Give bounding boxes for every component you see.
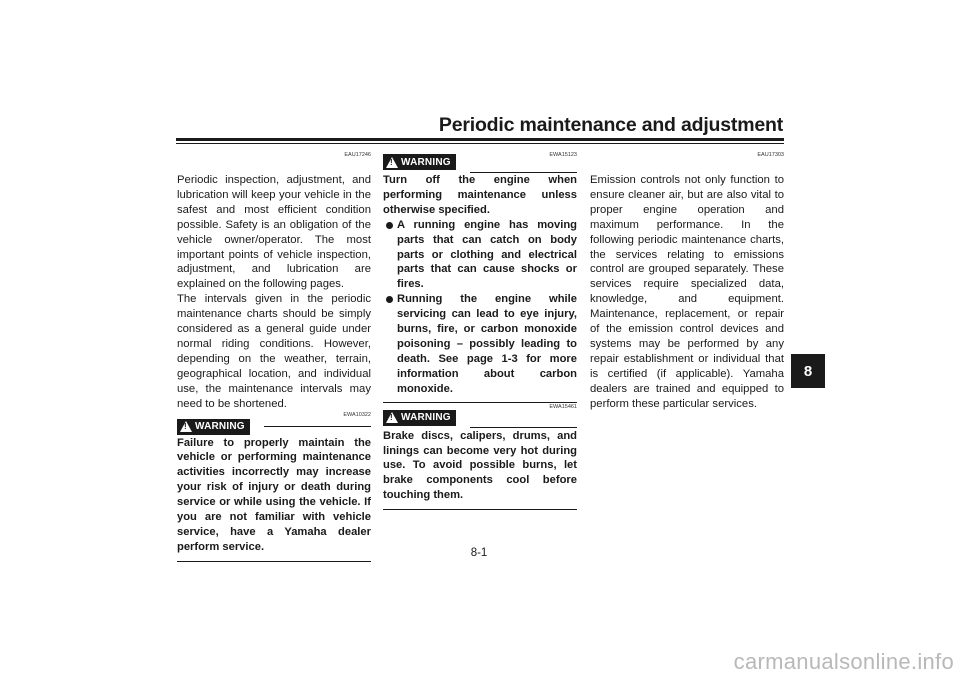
title-rule: [176, 138, 784, 141]
warning-block: [383, 403, 577, 511]
column-3: [590, 150, 784, 412]
section-code: EAU17246: [344, 152, 371, 158]
column-1: [177, 150, 371, 562]
title-rule-thin: [176, 143, 784, 144]
page-number: 8-1: [470, 547, 488, 559]
warning-end-rule: [177, 561, 371, 562]
list-item: Running the engine while servicing can lead to eye injury, burns, fire, or carbon monoxide poisoning – possibly leading to death. See page 1-3 for more information about carbon monoxide.: [383, 292, 577, 396]
warning-end-rule: [383, 509, 577, 510]
warning-badge: [383, 154, 456, 170]
column-2: [383, 150, 577, 510]
section-code: EAU17303: [757, 152, 784, 158]
list-item: A running engine has moving parts that can catch on body parts or clothing and electrical parts that can cause shocks or fires.: [383, 218, 577, 293]
bullet-icon: [386, 222, 393, 229]
warning-badge: [383, 410, 456, 426]
warning-code: EWA15123: [549, 152, 577, 158]
watermark: carmanualsonline.info: [733, 649, 954, 674]
warning-bullet-list: [383, 218, 577, 397]
warning-text: Failure to properly maintain the vehicle or performing maintenance activities incorrectly may increase your risk of injury or death during service or while using the vehicle. If you are not familiar with vehicle service, have a Yamaha dealer perform service.: [177, 436, 371, 553]
warning-triangle-icon: [386, 412, 398, 423]
warning-label: WARNING: [401, 156, 451, 168]
intro-paragraph: Periodic inspection, adjustment, and lubrication will keep your vehicle in the safest and most efficient condition possible. Safety is an obligation of the vehicle owner/operator. The most important points of vehicle inspection, adjustment, and lubrication are explained on the following pages.: [177, 174, 371, 291]
emissions-paragraph: Emission controls not only function to ensure cleaner air, but are also vital to proper engine operation and maximum performance. In the following periodic maintenance charts, the services relating to emissions control are grouped separately. These services require specialized data, knowledge, and equipment. Maintenance, replacement, or repair of the emission control devices and systems may be performed by any repair establishment or individual that is certified (if applicable). Yamaha dealers are trained and equipped to perform these particular services.: [590, 174, 784, 410]
warning-triangle-icon: [180, 421, 192, 432]
warning-rule: [470, 427, 577, 428]
warning-intro: Turn off the engine when performing maintenance unless otherwise specified.: [383, 174, 577, 216]
warning-code: EWA15461: [549, 403, 577, 410]
bullet-icon: [386, 296, 393, 303]
warning-label: WARNING: [195, 421, 245, 432]
warning-rule: [264, 426, 371, 427]
warning-header: [177, 418, 371, 436]
warning-text: Brake discs, calipers, drums, and linings can become very hot during use. To avoid possible burns, let brake components cool before touching them.: [383, 429, 577, 502]
intervals-paragraph: The intervals given in the periodic maintenance charts should be simply considered as a general guide under normal riding conditions. However, depending on the weather, terrain, geographical location, and individual use, the maintenance intervals may need to be shortened.: [177, 293, 371, 410]
page-title: Periodic maintenance and adjustment: [438, 114, 783, 136]
warning-block: [383, 153, 577, 403]
warning-block: [177, 411, 371, 562]
warning-label: WARNING: [401, 412, 451, 424]
chapter-tab: 8: [791, 354, 825, 388]
warning-badge: [177, 419, 250, 435]
warning-code: EWA10322: [343, 411, 371, 418]
warning-triangle-icon: [386, 157, 398, 168]
